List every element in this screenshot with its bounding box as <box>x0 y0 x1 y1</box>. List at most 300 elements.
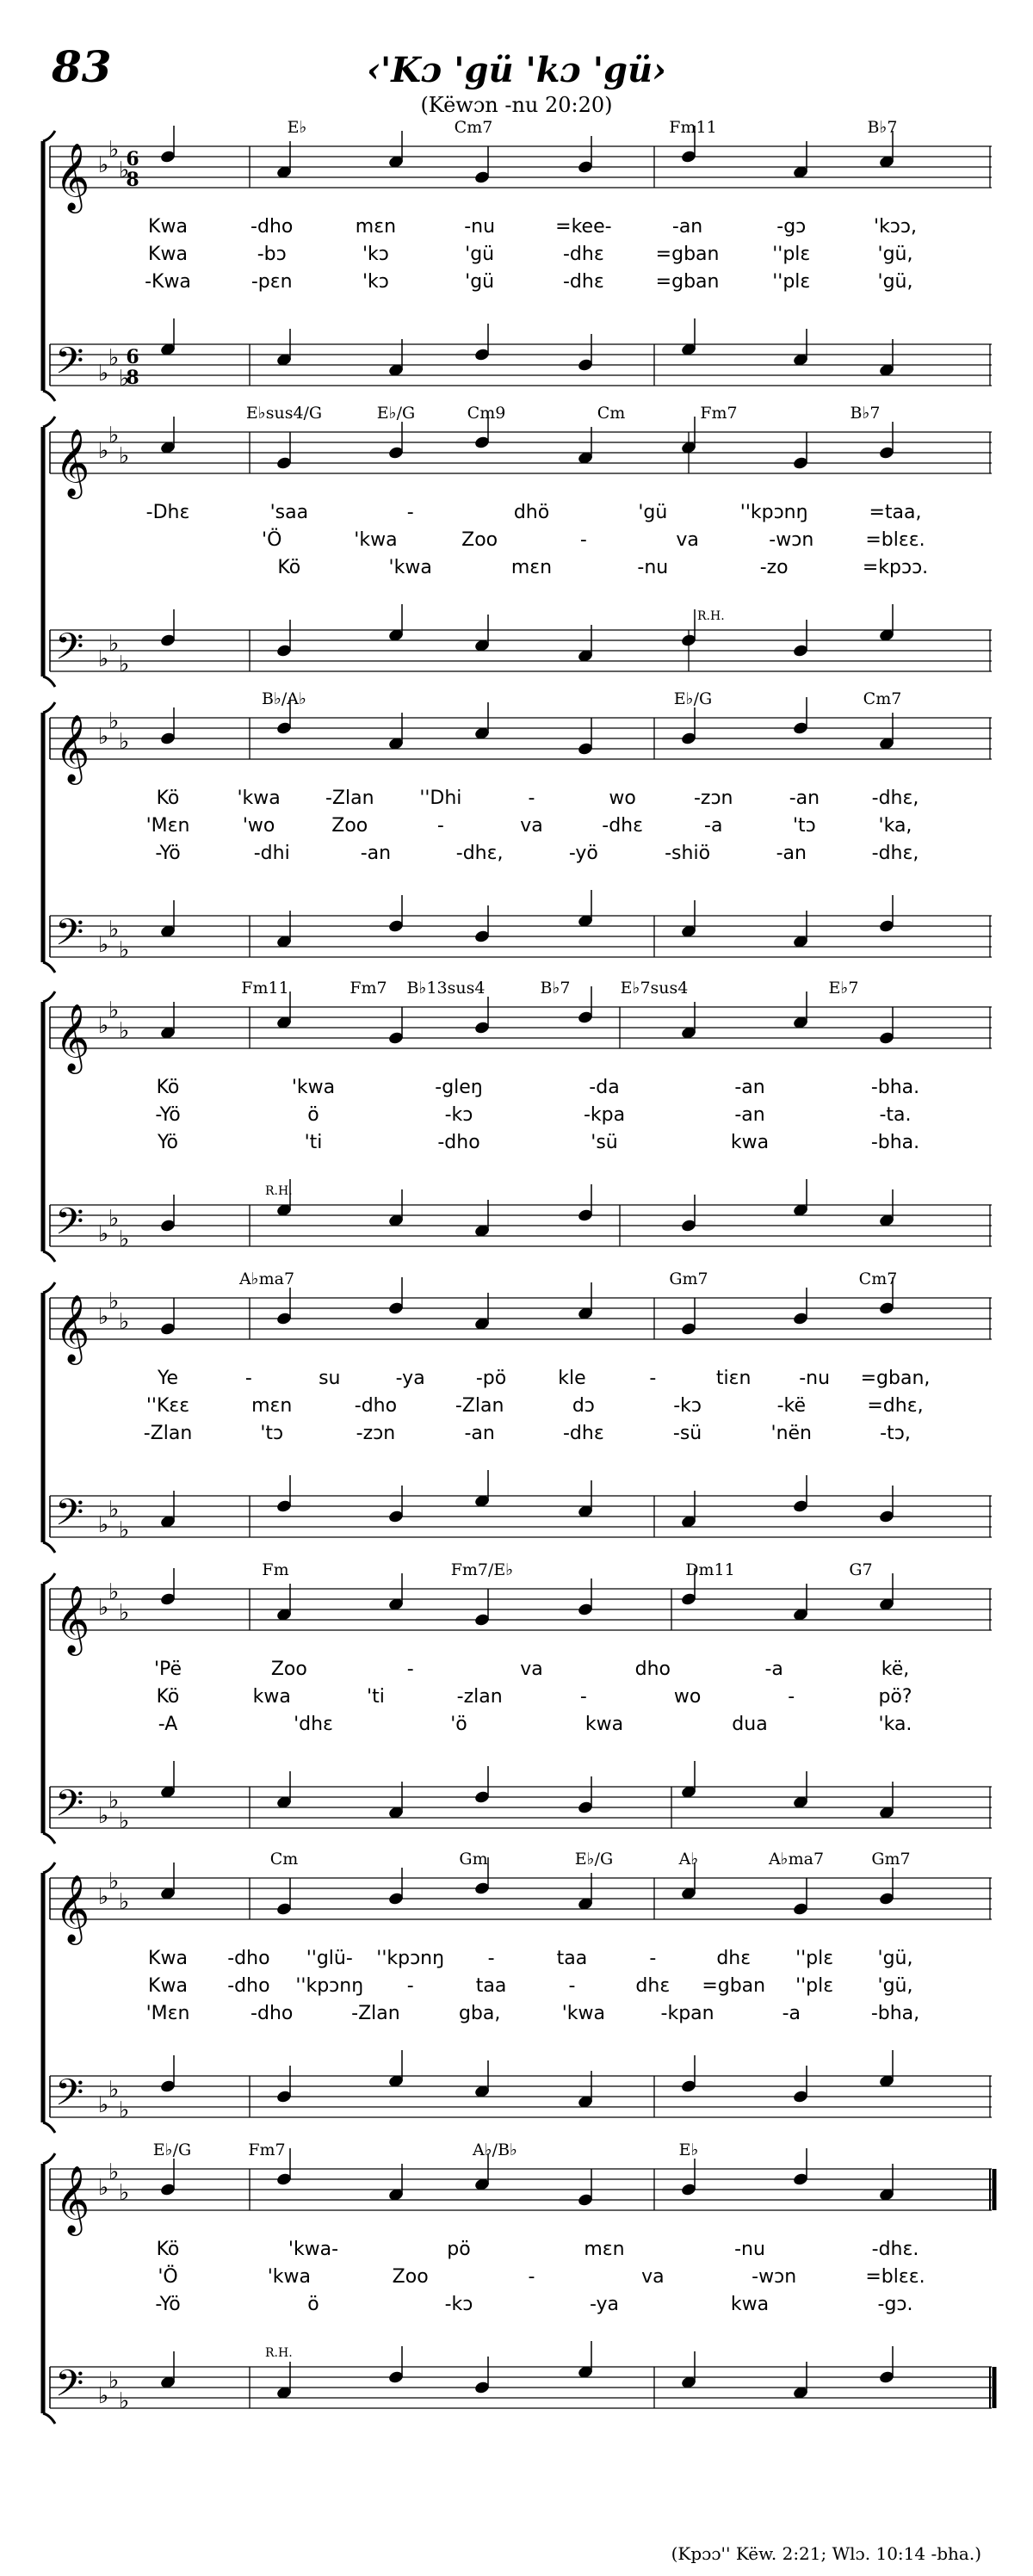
chord-symbol: Fm7 <box>349 979 387 998</box>
lyric-syllable: va <box>520 815 543 837</box>
lyric-syllable: su <box>319 1368 341 1389</box>
lyric-syllable: dua <box>732 1714 768 1735</box>
chord-symbol: Fm7/E♭ <box>450 1560 514 1579</box>
lyric-syllable: 'gü <box>638 502 668 523</box>
flat-sign-icon: ♭ <box>98 152 109 178</box>
flat-sign-icon: ♭ <box>108 423 120 448</box>
lyric-syllable: dɔ <box>572 1395 595 1417</box>
chord-symbol: B♭13sus4 <box>406 979 486 998</box>
flat-sign-icon: ♭ <box>98 1512 109 1538</box>
lyric-syllable: Yö <box>158 1132 178 1153</box>
lyric-syllable: -bɔ <box>257 244 287 265</box>
chord-symbol: Fm11 <box>669 118 717 137</box>
bracket-top <box>43 1282 55 1293</box>
flat-sign-icon: ♭ <box>119 443 130 469</box>
system-4 <box>43 979 992 1262</box>
treble-clef-icon: 𝄞 <box>55 1585 90 1653</box>
lyric-syllable: -nu <box>464 216 496 238</box>
bracket-bottom <box>43 676 55 687</box>
flat-sign-icon: ♭ <box>98 1595 109 1621</box>
bracket-top <box>43 702 55 713</box>
lyric-syllable: -dhɛ <box>562 271 604 293</box>
lyric-syllable: -bha. <box>870 1132 920 1153</box>
lyric-syllable: dhɛ <box>716 1948 752 1969</box>
lyric-syllable: -dhi <box>253 843 290 864</box>
lyric-syllable: -an <box>671 216 703 238</box>
lyric-syllable: - <box>528 788 535 809</box>
lyric-syllable: Zoo <box>392 2266 429 2288</box>
chord-symbol: E♭sus4/G <box>245 404 323 423</box>
bracket-bottom <box>43 1251 55 1262</box>
flat-sign-icon: ♭ <box>119 158 130 183</box>
lyric-syllable: - <box>579 1686 587 1708</box>
lyric-syllable: -sü <box>672 1423 702 1444</box>
lyric-syllable: ''kpɔnŋ <box>376 1948 445 1969</box>
lyric-syllable: -dho <box>251 216 294 238</box>
hymn-title: ‹'Kɔ 'gü 'kɔ 'gü› <box>366 50 667 90</box>
treble-staff <box>50 1869 992 1945</box>
chord-symbol: G7 <box>849 1560 873 1579</box>
treble-staff <box>50 423 992 499</box>
chord-symbol: E♭ <box>678 2140 699 2159</box>
right-hand-marking: R.H. <box>697 609 725 623</box>
lyric-syllable: Kwa <box>148 216 188 238</box>
lyric-syllable: Zoo <box>331 815 368 837</box>
bass-staff <box>50 911 992 963</box>
lyric-syllable: -an <box>734 1104 765 1126</box>
flat-sign-icon: ♭ <box>108 1497 120 1523</box>
treble-staff <box>50 1579 992 1656</box>
lyric-syllable: Kwa <box>148 1975 188 1997</box>
lyric-syllable: -an <box>789 788 820 809</box>
flat-sign-icon: ♭ <box>108 1579 120 1605</box>
lyric-syllable: -A <box>158 1714 178 1735</box>
lyric-syllable: -gleŋ <box>435 1077 483 1098</box>
lyric-syllable: -dhɛ <box>562 1423 604 1444</box>
lyric-syllable: 'kwa <box>388 557 432 578</box>
chord-symbol: Gm7 <box>871 1850 911 1869</box>
lyric-syllable: -yö <box>568 843 598 864</box>
flat-sign-icon: ♭ <box>119 652 130 677</box>
system-5 <box>43 1269 992 1553</box>
lyric-syllable: =gban <box>702 1975 766 1997</box>
flat-sign-icon: ♭ <box>108 631 120 657</box>
lyric-syllable: Kö <box>156 1077 180 1098</box>
lyric-syllable: taa <box>475 1975 507 1997</box>
lyric-syllable: -a <box>704 815 723 837</box>
flat-sign-icon: ♭ <box>119 1018 130 1044</box>
lyric-syllable: ''plɛ <box>795 1975 834 1997</box>
lyric-syllable: 'gü, <box>877 1975 913 1997</box>
bracket-top <box>43 2153 55 2164</box>
lyric-syllable: taa <box>556 1948 588 1969</box>
chord-symbol: Fm7 <box>248 2140 286 2159</box>
bass-staff <box>50 626 992 677</box>
lyric-syllable: -Yö <box>155 843 181 864</box>
bracket-bottom <box>43 391 55 401</box>
flat-sign-icon: ♭ <box>108 2077 120 2103</box>
bass-clef-icon: 𝄢 <box>55 626 84 677</box>
flat-sign-icon: ♭ <box>119 1889 130 1915</box>
flat-sign-icon: ♭ <box>98 438 109 464</box>
flat-sign-icon: ♭ <box>108 917 120 942</box>
lyric-syllable: mɛn <box>584 2239 625 2260</box>
bass-clef-icon: 𝄢 <box>55 1492 84 1543</box>
flat-sign-icon: ♭ <box>98 724 109 750</box>
lyric-syllable: -Zlan <box>325 788 374 809</box>
lyric-syllable: -nu <box>799 1368 831 1389</box>
lyric-syllable: Kö <box>156 1686 180 1708</box>
bass-staff <box>50 340 992 392</box>
lyric-syllable: -dhɛ, <box>871 788 919 809</box>
chord-symbol: A♭/B♭ <box>472 2140 518 2159</box>
bass-staff <box>50 1492 992 1543</box>
lyric-syllable: - <box>649 1368 657 1389</box>
lyric-syllable: -dhɛ. <box>871 2239 919 2260</box>
lyric-syllable: ''glü- <box>306 1948 353 1969</box>
lyric-syllable: Kwa <box>148 244 188 265</box>
lyric-syllable: 'ka, <box>878 815 912 837</box>
lyric-syllable: va <box>520 1659 543 1680</box>
flat-sign-icon: ♭ <box>98 1221 109 1247</box>
lyric-syllable: Zoo <box>270 1659 307 1680</box>
lyric-syllable: kwa <box>585 1714 624 1735</box>
lyric-syllable: -Zlan <box>351 2003 400 2024</box>
lyric-syllable: wo <box>673 1686 702 1708</box>
lyric-syllable: - <box>406 1975 414 1997</box>
bass-clef-icon: 𝄢 <box>55 911 84 963</box>
flat-sign-icon: ♭ <box>98 1884 109 1910</box>
lyric-syllable: -a <box>764 1659 783 1680</box>
lyric-syllable: -pɛn <box>251 271 293 293</box>
lyric-syllable: -zɔn <box>356 1423 396 1444</box>
lyric-syllable: - <box>579 529 587 551</box>
flat-sign-icon: ♭ <box>119 1517 130 1543</box>
chord-symbol: B♭7 <box>867 118 898 137</box>
chord-symbol: E♭/G <box>574 1850 614 1869</box>
lyric-syllable: ''kpɔnŋ <box>295 1975 364 1997</box>
bracket-top <box>43 991 55 1002</box>
bass-staff <box>50 2072 992 2123</box>
flat-sign-icon: ♭ <box>98 1013 109 1039</box>
lyric-syllable: - <box>649 1948 657 1969</box>
flat-sign-icon: ♭ <box>108 1869 120 1894</box>
lyric-syllable: =gban, <box>860 1368 931 1389</box>
treble-staff <box>50 137 992 213</box>
hymn-number: 83 <box>52 41 112 92</box>
lyric-syllable: -dho <box>437 1132 480 1153</box>
system-3 <box>43 689 992 973</box>
lyric-syllable: -an <box>734 1077 765 1098</box>
chord-symbol: Fm11 <box>241 979 289 998</box>
lyric-syllable: - <box>436 815 444 837</box>
lyric-syllable: -Zlan <box>143 1423 193 1444</box>
bass-staff <box>50 1201 992 1252</box>
lyric-syllable: -nu <box>734 2239 765 2260</box>
bracket-bottom <box>43 1542 55 1553</box>
lyric-syllable: 'Mɛn <box>145 2003 190 2024</box>
lyric-syllable: 'kɔ <box>362 244 389 265</box>
flat-sign-icon: ♭ <box>108 1288 120 1314</box>
treble-clef-icon: 𝄞 <box>55 429 90 497</box>
lyric-syllable: va <box>676 529 699 551</box>
lyric-syllable: Kö <box>156 788 180 809</box>
system-1 <box>43 118 992 401</box>
lyric-syllable: -a <box>782 2003 801 2024</box>
flat-sign-icon: ♭ <box>119 1226 130 1252</box>
lyric-syllable: kë, <box>881 1659 910 1680</box>
lyric-syllable: - <box>406 1659 414 1680</box>
lyric-syllable: 'ö <box>450 1714 467 1735</box>
lyric-syllable: -gɔ. <box>877 2294 913 2315</box>
lyric-syllable: -zɔn <box>693 788 733 809</box>
lyric-syllable: 'gü, <box>877 244 913 265</box>
flat-sign-icon: ♭ <box>119 1600 130 1626</box>
lyric-syllable: -ta. <box>879 1104 912 1126</box>
lyric-syllable: -wɔn <box>752 2266 797 2288</box>
lyric-syllable: Ye <box>157 1368 179 1389</box>
lyric-syllable: 'tɔ <box>260 1423 284 1444</box>
chord-symbol: E♭/G <box>152 2140 192 2159</box>
lyric-syllable: 'kwa- <box>288 2239 339 2260</box>
chord-symbol: A♭ma7 <box>768 1850 825 1869</box>
lyric-syllable: dhɛ <box>635 1975 671 1997</box>
lyric-syllable: -dhɛ <box>562 244 604 265</box>
lyric-syllable: 'Ö <box>262 529 282 551</box>
lyric-syllable: -Kwa <box>145 271 191 293</box>
lyric-syllable: =kee- <box>555 216 612 238</box>
lyric-syllable: 'tɔ <box>792 815 816 837</box>
lyric-syllable: -dho <box>227 1975 270 1997</box>
chord-symbol: Gm <box>459 1850 488 1869</box>
lyric-syllable: mɛn <box>251 1395 293 1417</box>
bass-clef-icon: 𝄢 <box>55 1201 84 1252</box>
lyric-syllable: 'gü, <box>877 1948 913 1969</box>
lyric-syllable: =dhɛ, <box>867 1395 924 1417</box>
lyric-syllable: ö <box>307 1104 319 1126</box>
flat-sign-icon: ♭ <box>108 345 120 371</box>
flat-sign-icon: ♭ <box>108 1206 120 1232</box>
lyric-syllable: 'wo <box>242 815 275 837</box>
lyric-syllable: ö <box>307 2294 319 2315</box>
lyric-syllable: wo <box>609 788 636 809</box>
treble-clef-icon: 𝄞 <box>55 1004 90 1072</box>
lyric-syllable: -zo <box>759 557 789 578</box>
lyric-syllable: Kö <box>156 2239 180 2260</box>
lyric-syllable: -gɔ <box>776 216 807 238</box>
lyric-syllable: =blɛɛ. <box>865 529 925 551</box>
lyric-syllable: -da <box>589 1077 620 1098</box>
lyric-syllable: - <box>568 1975 576 1997</box>
lyric-syllable: 'kwa <box>354 529 398 551</box>
chord-symbol: E♭/G <box>376 404 416 423</box>
flat-sign-icon: ♭ <box>108 137 120 163</box>
time-signature-bottom: 8 <box>126 367 139 389</box>
flat-sign-icon: ♭ <box>119 1309 130 1335</box>
lyric-syllable: 'gü <box>465 244 495 265</box>
treble-staff <box>50 2159 994 2236</box>
flat-sign-icon: ♭ <box>119 366 130 392</box>
lyric-syllable: -dho <box>251 2003 294 2024</box>
lyric-syllable: 'gü <box>465 271 495 293</box>
lyric-syllable: - <box>487 1948 495 1969</box>
lyric-syllable: ''plɛ <box>772 271 811 293</box>
chord-symbol: Fm7 <box>700 404 738 423</box>
flat-sign-icon: ♭ <box>119 2388 130 2414</box>
lyric-syllable: =gban <box>655 271 720 293</box>
lyric-syllable: -kɔ <box>673 1395 702 1417</box>
flat-sign-icon: ♭ <box>98 2175 109 2201</box>
lyric-syllable: =taa, <box>869 502 922 523</box>
lyric-syllable: -dhɛ <box>602 815 643 837</box>
lyric-syllable: 'sü <box>591 1132 618 1153</box>
chord-symbol: Gm7 <box>669 1269 708 1288</box>
bass-clef-icon: 𝄢 <box>55 1782 84 1834</box>
bass-staff <box>50 1782 992 1834</box>
lyric-syllable: dhö <box>513 502 550 523</box>
flat-sign-icon: ♭ <box>98 646 109 672</box>
lyric-syllable: 'kwa <box>561 2003 605 2024</box>
lyric-syllable: -an <box>776 843 807 864</box>
lyric-syllable: kle <box>558 1368 586 1389</box>
chord-symbol: B♭7 <box>850 404 881 423</box>
treble-staff <box>50 998 992 1074</box>
lyric-syllable: 'gü, <box>877 271 913 293</box>
chord-symbol: E♭7 <box>828 979 859 998</box>
chord-symbol: E♭7sus4 <box>620 979 689 998</box>
lyric-syllable: 'Ö <box>158 2266 178 2288</box>
lyric-syllable: Kö <box>277 557 301 578</box>
lyric-syllable: Kwa <box>148 1948 188 1969</box>
lyric-syllable: =kpɔɔ. <box>862 557 929 578</box>
lyric-syllable: 'Pë <box>153 1659 182 1680</box>
chord-symbol: Cm9 <box>467 404 506 423</box>
flat-sign-icon: ♭ <box>108 2368 120 2394</box>
lyric-syllable: -ya <box>589 2294 620 2315</box>
chord-symbol: E♭ <box>287 118 307 137</box>
lyric-syllable: ''kpɔnŋ <box>739 502 808 523</box>
lyric-syllable: -dho <box>227 1948 270 1969</box>
chord-symbol: A♭ <box>678 1850 699 1869</box>
lyric-syllable: pö? <box>878 1686 912 1708</box>
right-hand-marking: R.H. <box>265 2346 293 2360</box>
lyric-syllable: -shiö <box>665 843 711 864</box>
bass-staff <box>50 2363 994 2414</box>
lyric-syllable: -tɔ, <box>880 1423 911 1444</box>
lyric-syllable: -kpa <box>583 1104 626 1126</box>
lyric-syllable: kwa <box>730 2294 770 2315</box>
lyric-syllable: -kpan <box>660 2003 714 2024</box>
time-signature-bottom: 8 <box>126 169 139 191</box>
chord-symbol: E♭/G <box>673 689 713 708</box>
lyric-syllable: mɛn <box>510 557 553 578</box>
lyric-syllable: =blɛɛ. <box>865 2266 925 2288</box>
treble-staff <box>50 708 992 785</box>
lyric-syllable: 'ti <box>304 1132 323 1153</box>
flat-sign-icon: ♭ <box>119 937 130 963</box>
lyric-syllable: 'saa <box>269 502 309 523</box>
lyric-syllable: -bha. <box>870 1077 920 1098</box>
lyric-syllable: -an <box>360 843 392 864</box>
lyric-syllable: dho <box>634 1659 671 1680</box>
lyric-syllable: ''Dhi <box>419 788 462 809</box>
flat-sign-icon: ♭ <box>98 361 109 386</box>
lyric-syllable: pö <box>447 2239 471 2260</box>
chord-symbol: Dm11 <box>685 1560 735 1579</box>
treble-staff <box>50 1288 992 1365</box>
lyric-syllable: -kë <box>776 1395 807 1417</box>
lyric-syllable: -dhɛ, <box>455 843 504 864</box>
flat-sign-icon: ♭ <box>119 729 130 755</box>
bracket-bottom <box>43 1833 55 1844</box>
chord-symbol: Cm <box>597 404 626 423</box>
flat-sign-icon: ♭ <box>119 2097 130 2123</box>
lyric-syllable: -bha, <box>870 2003 920 2024</box>
lyric-syllable: -Yö <box>155 1104 181 1126</box>
lyric-syllable: -dho <box>354 1395 398 1417</box>
system-7 <box>43 1850 992 2133</box>
treble-clef-icon: 𝄞 <box>55 143 90 211</box>
time-signature-top: 6 <box>126 148 139 170</box>
treble-clef-icon: 𝄞 <box>55 714 90 782</box>
bracket-top <box>43 131 55 141</box>
treble-clef-icon: 𝄞 <box>55 1294 90 1362</box>
flat-sign-icon: ♭ <box>108 1788 120 1813</box>
flat-sign-icon: ♭ <box>119 2180 130 2206</box>
chord-symbol: A♭ma7 <box>238 1269 295 1288</box>
lyric-syllable: ''plɛ <box>772 244 811 265</box>
flat-sign-icon: ♭ <box>119 1808 130 1834</box>
lyric-syllable: ''plɛ <box>795 1948 834 1969</box>
system-8 <box>43 2140 994 2424</box>
bracket-top <box>43 417 55 427</box>
flat-sign-icon: ♭ <box>98 932 109 958</box>
lyric-syllable: -an <box>464 1423 495 1444</box>
system-6 <box>43 1560 992 1844</box>
lyric-syllable: 'nën <box>770 1423 813 1444</box>
chord-symbol: Cm <box>269 1850 299 1869</box>
lyric-syllable: -Yö <box>155 2294 181 2315</box>
lyric-syllable: 'kwa <box>237 788 281 809</box>
time-signature-top: 6 <box>126 346 139 368</box>
lyric-syllable: =gban <box>655 244 720 265</box>
flat-sign-icon: ♭ <box>98 2383 109 2409</box>
lyric-syllable: gba, <box>458 2003 501 2024</box>
system-2 <box>43 404 992 687</box>
bass-clef-icon: 𝄢 <box>55 2363 84 2414</box>
lyric-syllable: -kɔ <box>444 2294 473 2315</box>
lyric-syllable: -zlan <box>456 1686 503 1708</box>
treble-clef-icon: 𝄞 <box>55 2165 90 2233</box>
flat-sign-icon: ♭ <box>108 998 120 1023</box>
bracket-top <box>43 1573 55 1584</box>
chord-symbol: Cm7 <box>863 689 902 708</box>
lyric-syllable: - <box>788 1686 795 1708</box>
lyric-syllable: -wɔn <box>769 529 814 551</box>
lyric-syllable: - <box>244 1368 252 1389</box>
lyric-syllable: -ya <box>395 1368 425 1389</box>
flat-sign-icon: ♭ <box>108 2159 120 2185</box>
lyric-syllable: va <box>641 2266 665 2288</box>
lyric-syllable: ''Kɛɛ <box>145 1395 190 1417</box>
lyric-syllable: Zoo <box>461 529 498 551</box>
lyric-syllable: -nu <box>637 557 669 578</box>
lyric-syllable: -Dhɛ <box>145 502 190 523</box>
bracket-top <box>43 1863 55 1873</box>
lyric-syllable: - <box>406 502 414 523</box>
flat-sign-icon: ♭ <box>98 2092 109 2118</box>
lyric-syllable: -kɔ <box>444 1104 473 1126</box>
